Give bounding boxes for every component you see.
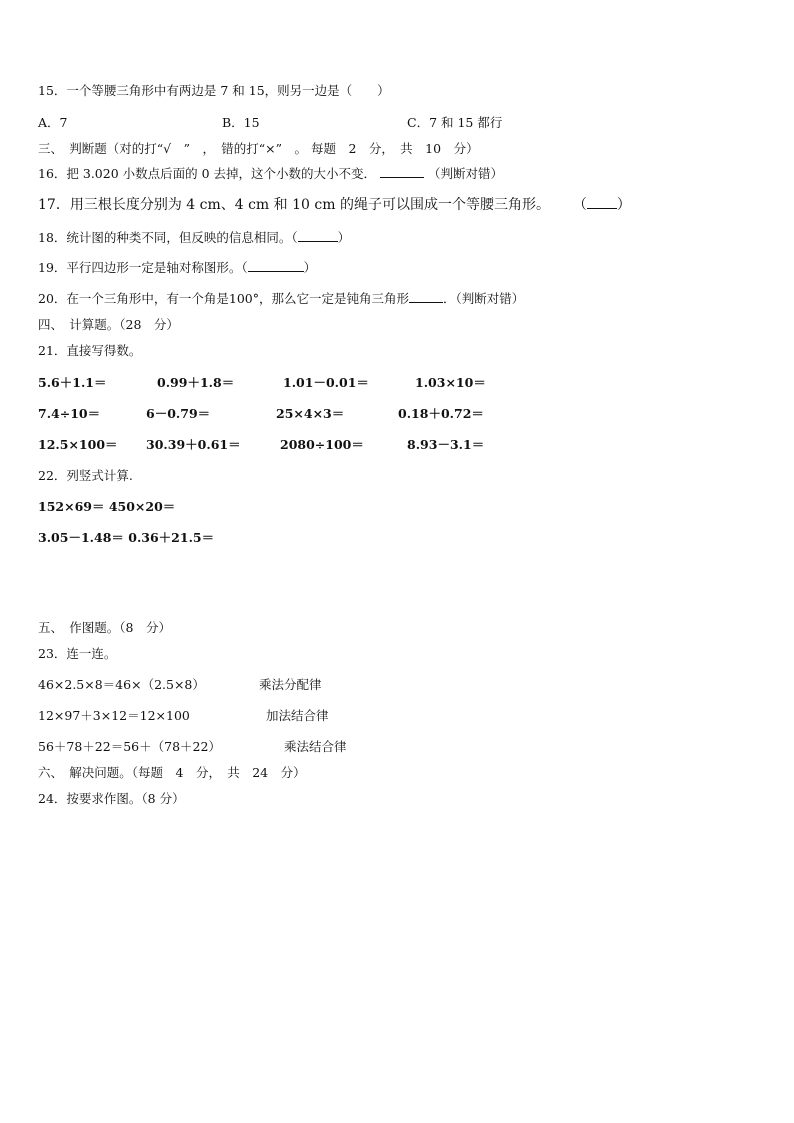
calc-item: 6－0.79＝ xyxy=(146,406,211,421)
question-20-text: 20．在一个三角形中，有一个角是100°，那么它一定是钝角三角形 xyxy=(38,291,410,306)
question-18-text: 18．统计图的种类不同，但反映的信息相同。（ xyxy=(38,230,298,245)
question-22-line-2: 3.05－1.48＝ 0.36＋21.5＝ xyxy=(38,530,215,545)
question-19 xyxy=(38,260,316,276)
question-21-title: 21．直接写得数。 xyxy=(38,343,142,358)
question-15-option-a: A．7 xyxy=(38,115,68,130)
answer-blank[interactable] xyxy=(409,291,443,303)
match-right-item[interactable]: 乘法结合律 xyxy=(284,739,347,754)
question-15-stem: 15．一个等腰三角形中有两边是 7 和 15，则另一边是（ ） xyxy=(38,83,390,98)
question-16-text: 16．把 3.020 小数点后面的 0 去掉，这个小数的大小不变． xyxy=(38,166,377,181)
calc-item: 1.03×10＝ xyxy=(415,375,486,390)
question-20-suffix: ．（判断对错） xyxy=(443,291,525,306)
match-right-item[interactable]: 乘法分配律 xyxy=(259,677,322,692)
section-3-heading: 三、 判断题（对的打“√ ” ， 错的打“×” 。 每题 2 分， 共 10 分） xyxy=(38,141,479,156)
question-19-close-paren: ） xyxy=(303,260,317,275)
match-left-item[interactable]: 46×2.5×8＝46×（2.5×8） xyxy=(38,677,205,692)
calc-item: 7.4÷10＝ xyxy=(38,406,101,421)
answer-blank[interactable] xyxy=(248,260,304,272)
section-6-heading: 六、 解决问题。（每题 4 分， 共 24 分） xyxy=(38,765,306,780)
calc-item: 0.99＋1.8＝ xyxy=(157,375,235,390)
question-17-text: 17．用三根长度分别为 4 cm、4 cm 和 10 cm 的绳子可以围成一个等腰三角形。 xyxy=(38,197,550,213)
match-left-item[interactable]: 12×97＋3×12＝12×100 xyxy=(38,708,190,723)
answer-blank[interactable] xyxy=(380,166,424,178)
question-17-close-paren: ） xyxy=(616,197,631,213)
question-17-open-paren: （ xyxy=(572,197,587,213)
question-19-text: 19．平行四边形一定是轴对称图形。（ xyxy=(38,260,248,275)
question-22-title: 22．列竖式计算. xyxy=(38,468,133,483)
question-15-option-b: B．15 xyxy=(222,115,260,130)
question-22-line-1: 152×69＝ 450×20＝ xyxy=(38,499,176,514)
answer-blank[interactable] xyxy=(298,230,338,242)
match-left-item[interactable]: 56＋78＋22＝56＋（78＋22） xyxy=(38,739,221,754)
question-23-title: 23．连一连。 xyxy=(38,646,117,661)
question-15-option-c: C．7 和 15 都行 xyxy=(407,115,503,130)
question-17 xyxy=(38,197,631,213)
calc-item: 30.39＋0.61＝ xyxy=(146,437,241,452)
question-18-close-paren: ） xyxy=(337,230,351,245)
question-16 xyxy=(38,166,503,182)
question-18 xyxy=(38,230,350,246)
calc-item: 8.93－3.1＝ xyxy=(407,437,485,452)
calc-item: 25×4×3＝ xyxy=(276,406,345,421)
calc-item: 12.5×100＝ xyxy=(38,437,118,452)
calc-item: 1.01－0.01＝ xyxy=(283,375,369,390)
question-24: 24．按要求作图。（8 分） xyxy=(38,791,185,806)
calc-item: 5.6＋1.1＝ xyxy=(38,375,107,390)
calc-item: 0.18＋0.72＝ xyxy=(398,406,484,421)
section-4-heading: 四、 计算题。（28 分） xyxy=(38,317,179,332)
section-5-heading: 五、 作图题。（8 分） xyxy=(38,620,171,635)
answer-blank[interactable] xyxy=(587,197,617,209)
calc-item: 2080÷100＝ xyxy=(280,437,364,452)
question-16-suffix: （判断对错） xyxy=(428,166,504,181)
question-20 xyxy=(38,291,524,307)
match-right-item[interactable]: 加法结合律 xyxy=(266,708,329,723)
